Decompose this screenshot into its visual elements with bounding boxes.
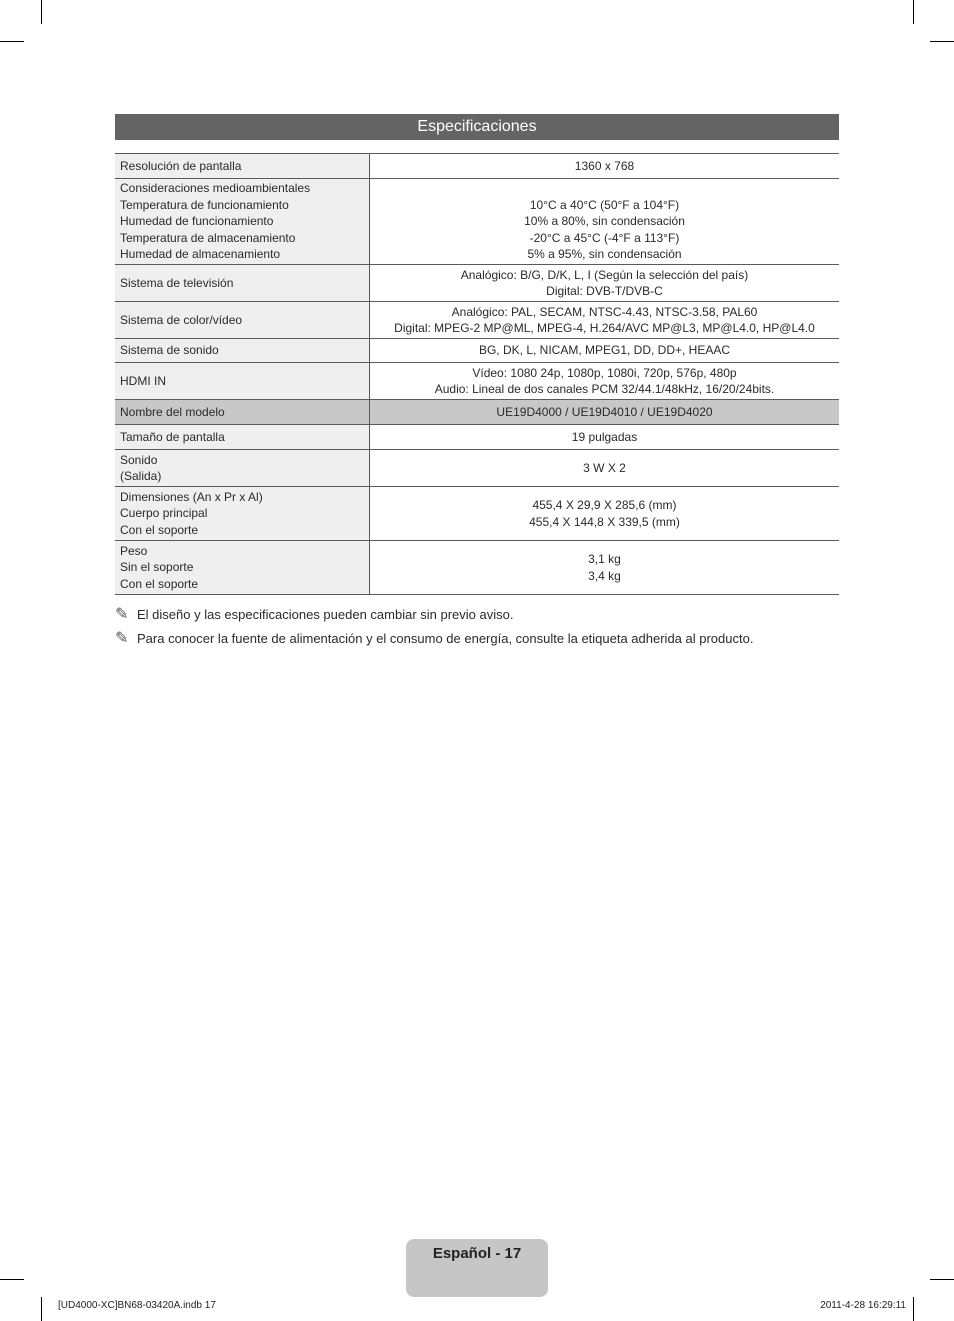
crop-mark	[930, 41, 954, 42]
spec-label	[115, 400, 370, 425]
spec-value	[370, 450, 840, 487]
spec-label-line: Tamaño de pantalla	[120, 429, 225, 444]
spec-label-line: Con el soporte	[120, 522, 199, 537]
note-item	[115, 602, 753, 626]
spec-value	[370, 425, 840, 450]
spec-value-line: 455,4 X 144,8 X 339,5 (mm)	[529, 514, 680, 529]
spec-value	[370, 487, 840, 541]
spec-value-line: Vídeo: 1080 24p, 1080p, 1080i, 720p, 576p, 480p	[472, 365, 737, 380]
section-title: Especificaciones	[115, 114, 839, 140]
spec-row	[115, 450, 839, 487]
spec-label-line: Sonido	[120, 452, 158, 467]
spec-row	[115, 400, 839, 425]
crop-mark	[0, 41, 24, 42]
pencil-note-icon: ✎	[115, 606, 129, 623]
spec-value-line: UE19D4000 / UE19D4010 / UE19D4020	[496, 404, 713, 419]
print-timestamp: 2011-4-28 16:29:11	[820, 1300, 906, 1311]
spec-value	[370, 154, 840, 179]
spec-value-line: Digital: MPEG-2 MP@ML, MPEG-4, H.264/AVC MP@L3, MP@L4.0, HP@L4.0	[394, 321, 815, 335]
pencil-note-icon: ✎	[115, 630, 129, 647]
spec-label-line: HDMI IN	[120, 373, 166, 388]
spec-value-line: 10°C a 40°C (50°F a 104°F)	[529, 197, 680, 212]
spec-label	[115, 154, 370, 179]
spec-label	[115, 302, 370, 339]
note-item	[115, 626, 753, 650]
spec-label-line: Dimensiones (An x Pr x Al)	[120, 489, 263, 504]
spec-value	[370, 265, 840, 302]
spec-row	[115, 154, 839, 179]
spec-value-line: Audio: Lineal de dos canales PCM 32/44.1/48kHz, 16/20/24bits.	[434, 382, 775, 396]
spec-value-line: 455,4 X 29,9 X 285,6 (mm)	[532, 498, 677, 512]
spec-label-line: Con el soporte	[120, 576, 199, 591]
spec-value-line: 1360 x 768	[574, 158, 635, 173]
spec-value	[370, 339, 840, 363]
spec-label-line: Cuerpo principal	[120, 506, 208, 521]
spec-value-line: 3,1 kg	[588, 552, 621, 566]
crop-mark	[930, 1279, 954, 1280]
spec-label-line: Sistema de televisión	[120, 275, 234, 290]
spec-value-line: 10% a 80%, sin condensación	[524, 214, 685, 229]
spec-label-line: (Salida)	[120, 469, 162, 483]
spec-label	[115, 487, 370, 541]
spec-row	[115, 302, 839, 339]
crop-mark	[913, 1297, 914, 1321]
spec-label	[115, 425, 370, 450]
spec-value-line: BG, DK, L, NICAM, MPEG1, DD, DD+, HEAAC	[478, 343, 731, 358]
spec-value	[370, 179, 840, 265]
spec-row	[115, 339, 839, 363]
spec-label	[115, 541, 370, 595]
spec-value-line: 19 pulgadas	[571, 429, 638, 444]
spec-row	[115, 265, 839, 302]
spec-value-line: 3,4 kg	[588, 568, 621, 583]
spec-label-line: Peso	[120, 543, 148, 558]
note-text: El diseño y las especificaciones pueden cambiar sin previo aviso.	[137, 606, 514, 622]
spec-value	[370, 541, 840, 595]
crop-mark	[0, 1279, 24, 1280]
crop-mark	[913, 0, 914, 24]
spec-value	[370, 302, 840, 339]
spec-row	[115, 363, 839, 400]
spec-label	[115, 179, 370, 265]
page-number: Español - 17	[432, 1245, 522, 1262]
spec-label-line: Humedad de almacenamiento	[120, 247, 281, 262]
spec-label-line: Sin el soporte	[120, 560, 194, 575]
spec-value-line: Analógico: PAL, SECAM, NTSC-4.43, NTSC-3.58, PAL60	[451, 304, 758, 319]
spec-value-line: -20°C a 45°C (-4°F a 113°F)	[529, 230, 680, 245]
spec-value-line: 5% a 95%, sin condensación	[527, 247, 682, 262]
spec-label-line: Humedad de funcionamiento	[120, 214, 274, 229]
note-text: Para conocer la fuente de alimentación y el consumo de energía, consulte la etiqueta adherida al producto.	[137, 630, 754, 646]
print-file-info: [UD4000-XC]BN68-03420A.indb 17	[58, 1300, 216, 1311]
spec-row	[115, 425, 839, 450]
notes	[115, 602, 753, 650]
spec-label	[115, 339, 370, 363]
spec-label-line: Temperatura de almacenamiento	[120, 230, 296, 245]
crop-mark	[41, 0, 42, 24]
spec-row	[115, 179, 839, 265]
spec-label	[115, 265, 370, 302]
spec-value-line: 3 W X 2	[583, 460, 626, 475]
spec-label	[115, 450, 370, 487]
spec-value-line: Analógico: B/G, D/K, L, I (Según la selección del país)	[460, 267, 749, 282]
spec-label-line: Resolución de pantalla	[120, 158, 242, 173]
spec-value	[370, 363, 840, 400]
spec-row	[115, 487, 839, 541]
spec-label-line: Nombre del modelo	[120, 404, 225, 419]
spec-label-line: Sistema de color/vídeo	[120, 312, 243, 327]
spec-value-line: Digital: DVB-T/DVB-C	[546, 284, 663, 298]
spec-label-line: Sistema de sonido	[120, 343, 219, 358]
spec-label	[115, 363, 370, 400]
spec-label-line: Temperatura de funcionamiento	[120, 197, 289, 212]
spec-table	[115, 153, 839, 595]
crop-mark	[41, 1297, 42, 1321]
spec-value-line	[374, 180, 835, 197]
spec-row	[115, 541, 839, 595]
spec-value	[370, 400, 840, 425]
spec-label-line: Consideraciones medioambientales	[120, 181, 311, 196]
